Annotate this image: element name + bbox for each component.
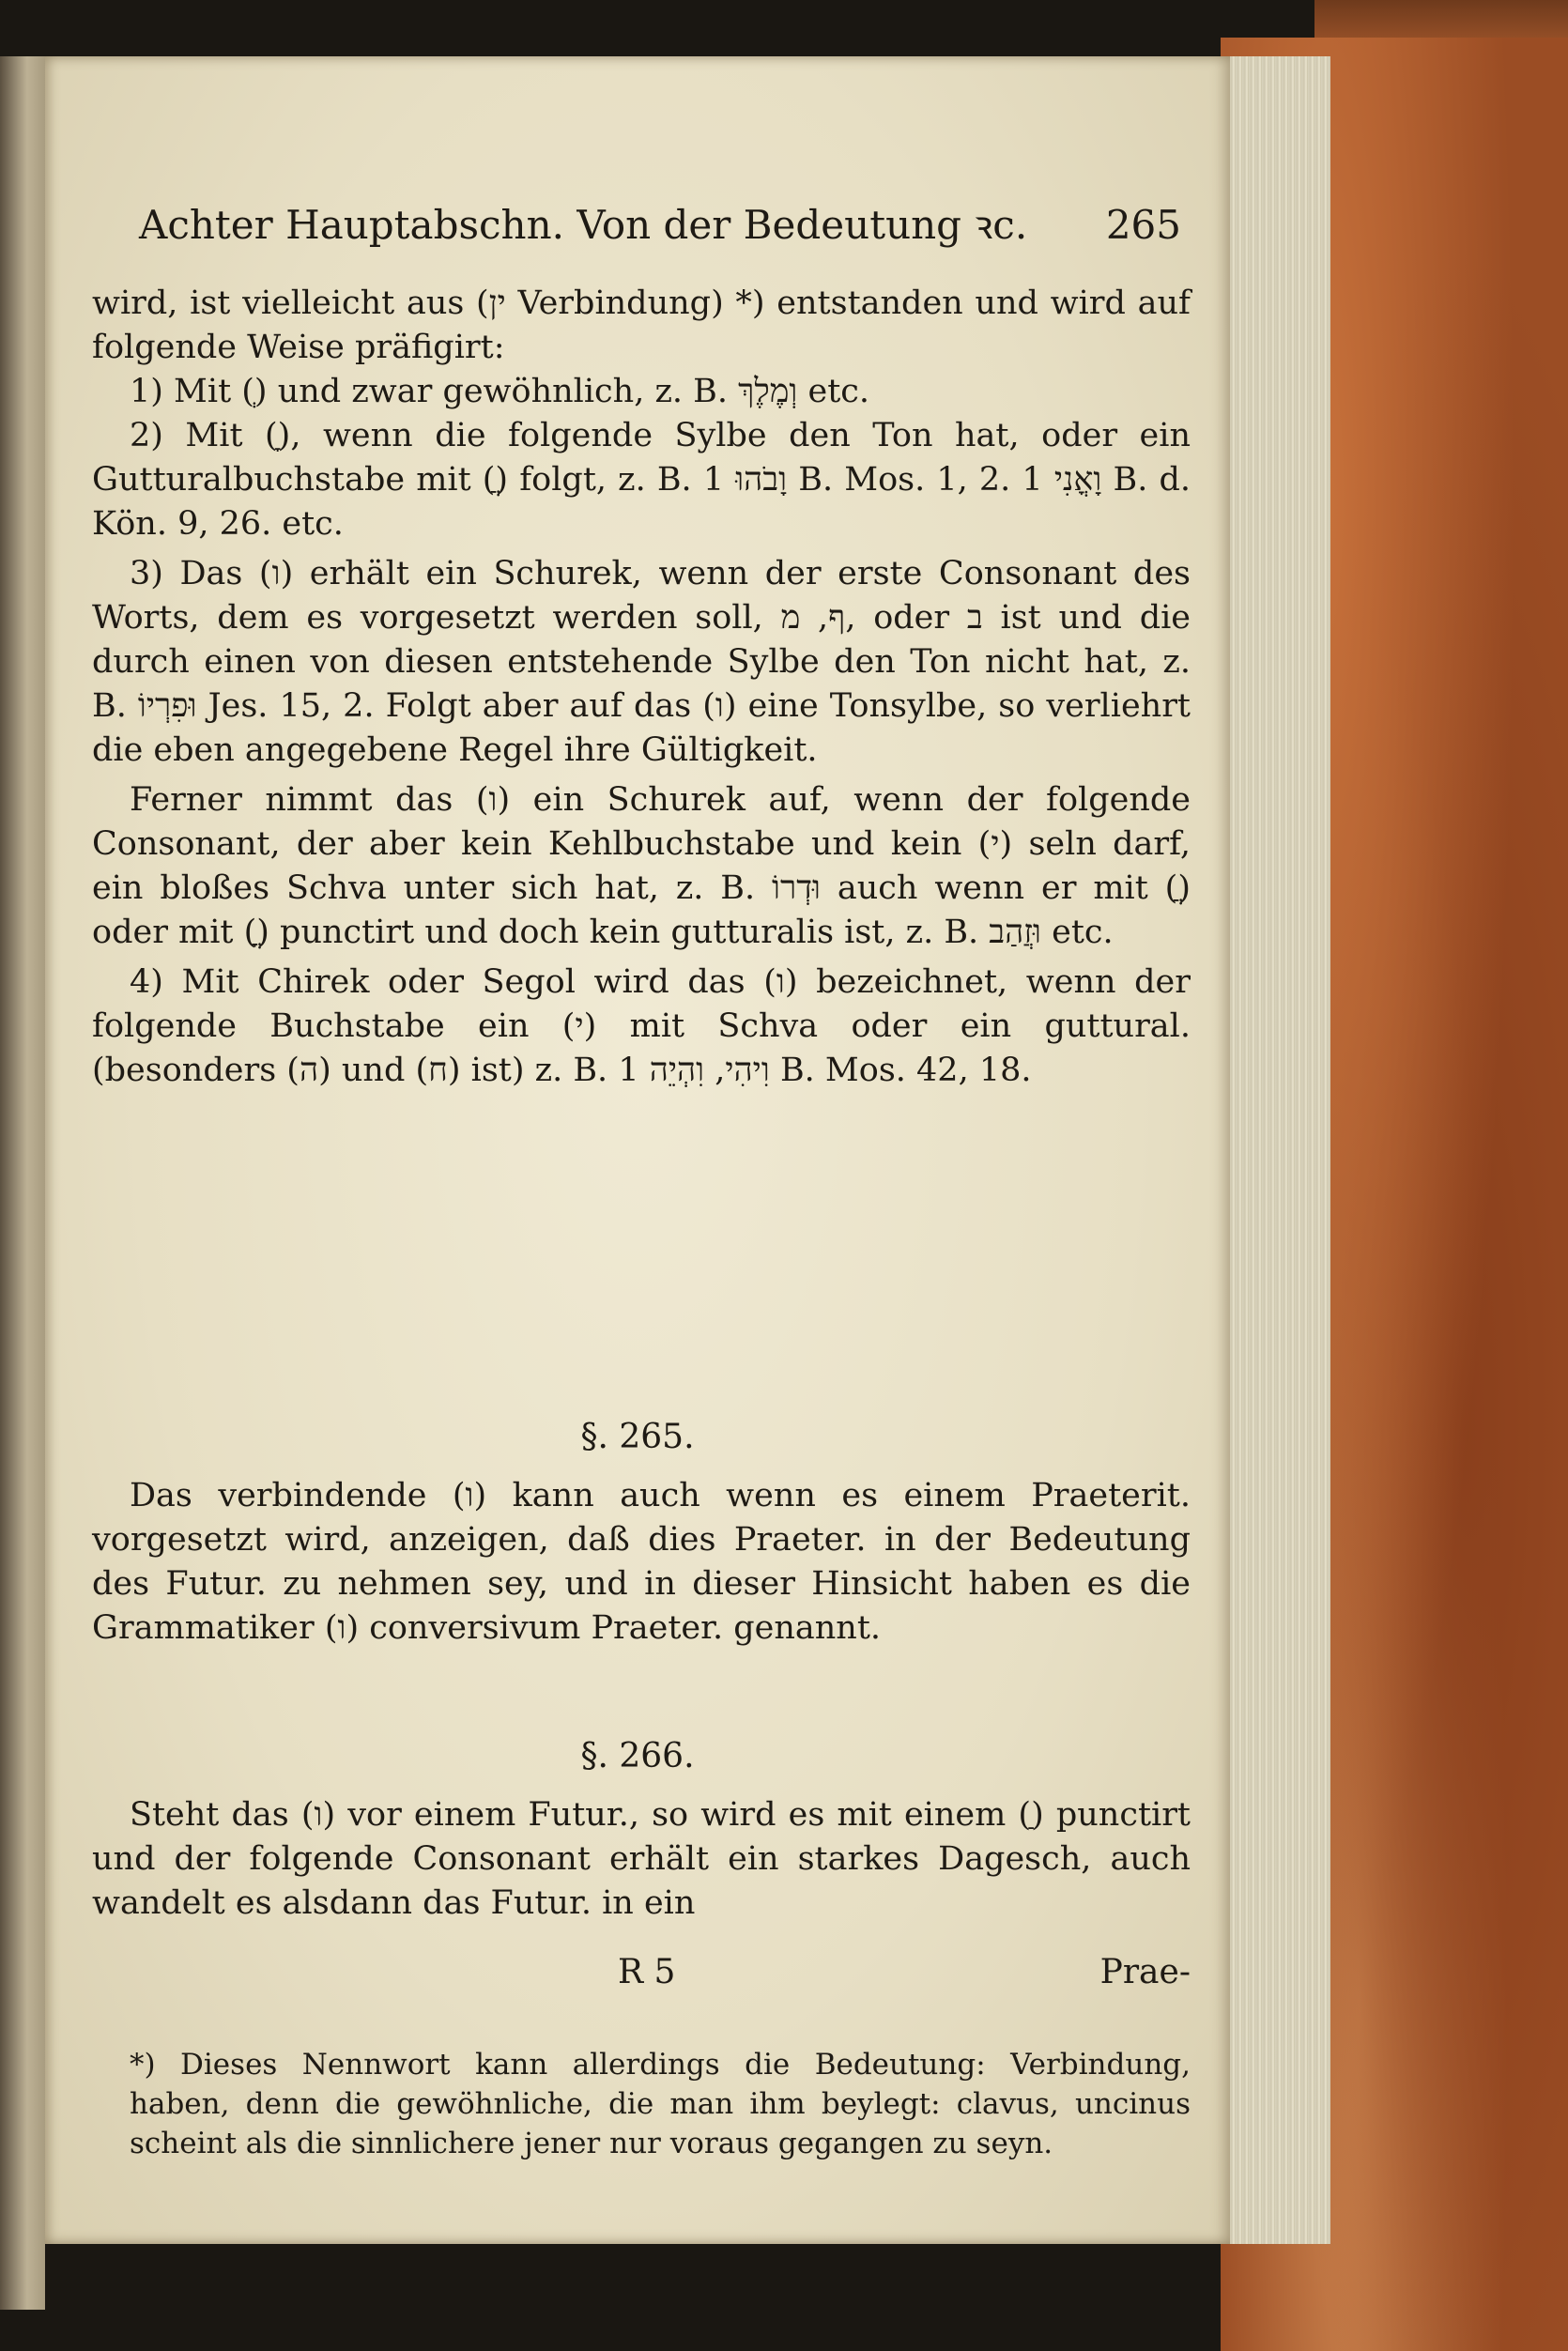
- page-number: 265: [1105, 202, 1181, 248]
- section-265-text: [92, 1474, 1191, 1651]
- book-page: [45, 56, 1230, 2244]
- running-header: [139, 197, 1181, 251]
- main-text: [92, 282, 1191, 1093]
- intro-paragraph: wird, ist vielleicht aus (ין Verbindung) *) entstanden und wird auf folgende Weise präfigirt:: [92, 284, 1191, 366]
- section-266-text: [92, 1793, 1191, 1926]
- facing-page-edge: [0, 56, 45, 2310]
- rule-3: 3) Das (ו) erhält ein Schurek, wenn der erste Consonant des Worts, dem es vorgesetzt werden soll, ף, מ, oder ב ist und die durch einen von diesen entstehende Sylbe den Ton nicht hat, z. B. וּפִרְיוֹ Jes. 15, 2. Folgt aber auf das (ו) eine Tonsylbe, so verliehrt die eben angegebene Regel ihre Gültigkeit.: [92, 555, 1191, 769]
- rule-1: 1) Mit (ְ) und zwar gewöhnlich, z. B. וְמֶלֶךְ etc.: [130, 373, 870, 410]
- rule-4: 4) Mit Chirek oder Segol wird das (ו) bezeichnet, wenn der folgende Buchstabe ein (י) mit Schva oder ein guttural. (besonders (ה) und (ח) ist) z. B. וִיהִי, וִהְיֵה 1 B. Mos. 42, 18.: [92, 963, 1191, 1089]
- rule-3-continued: Ferner nimmt das (ו) ein Schurek auf, wenn der folgende Consonant, der aber kein Kehlbuchstabe und kein (י) seln darf, ein bloßes Schva unter sich hat, z. B. וּדְרוֹ auch wenn er mit (ֲ) oder mit (ֳ) punctirt und doch kein gutturalis ist, z. B. וּזֲהַב etc.: [92, 781, 1191, 951]
- running-title: Achter Hauptabschn. Von der Bedeutung ꝛc.: [139, 202, 1028, 248]
- section-266-heading: §. 266.: [580, 1737, 695, 1775]
- page-block-edges: [1221, 56, 1330, 2244]
- paragraph-265: Das verbindende (ו) kann auch wenn es einem Praeterit. vorgesetzt wird, anzeigen, daß dies Praeter. in der Bedeutung des Futur. zu nehmen sey, und in dieser Hinsicht haben es die Grammatiker (ו) conversivum Praeter. genannt.: [92, 1477, 1191, 1647]
- footnote: [130, 2045, 1191, 2163]
- section-265-heading: §. 265.: [580, 1418, 695, 1456]
- footnote-text: *) Dieses Nennwort kann allerdings die Bedeutung: Verbindung, haben, denn die gewöhnliche, die man ihm beylegt: clavus, uncinus scheint als die sinnlichere jener nur voraus gegangen zu seyn.: [130, 2048, 1191, 2160]
- paragraph-266: Steht das (ו) vor einem Futur., so wird es mit einem (ַ) punctirt und der folgende Consonant erhält ein starkes Dagesch, auch wandelt es alsdann das Futur. in ein: [92, 1796, 1191, 1922]
- catchword: Prae-: [1099, 1953, 1191, 1991]
- signature-mark: R 5: [618, 1953, 676, 1991]
- rule-2: 2) Mit (ָ), wenn die folgende Sylbe den Ton hat, oder ein Gutturalbuchstabe mit (ֲ) folgt, z. B. וָבֹהוּ 1 B. Mos. 1, 2. וָאֳנִי 1 B. d. Kön. 9, 26. etc.: [92, 417, 1191, 543]
